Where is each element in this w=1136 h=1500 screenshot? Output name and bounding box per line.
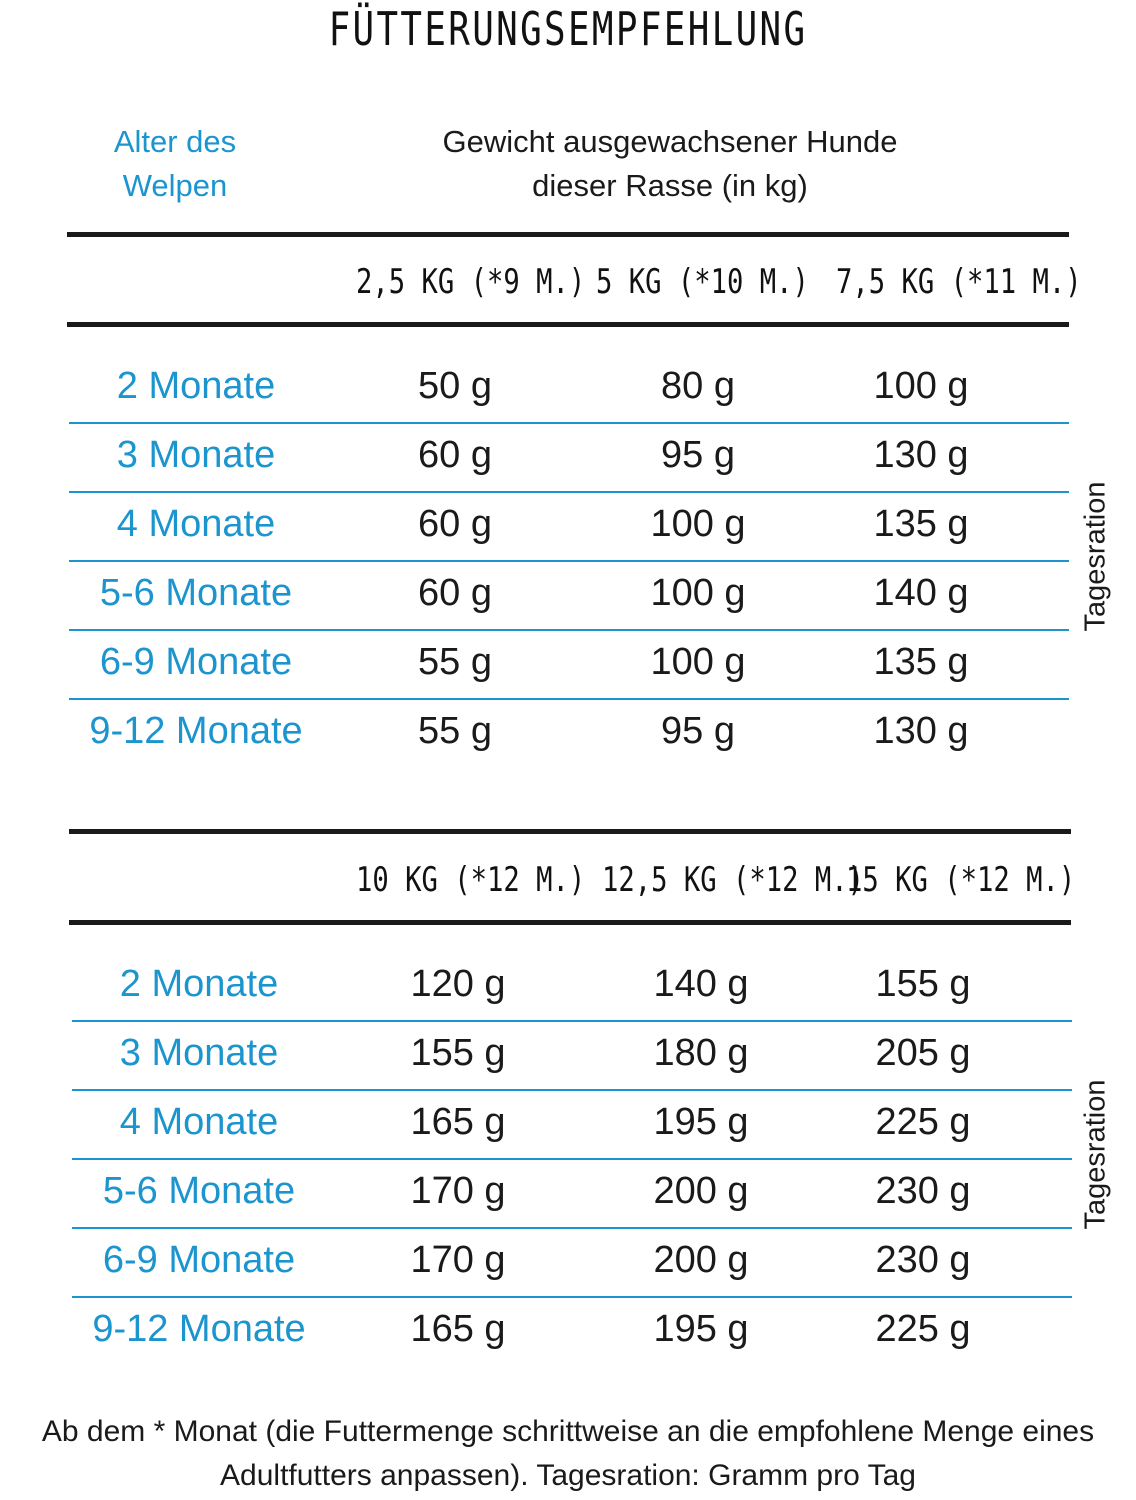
table-cell-value: 60 g [418, 434, 492, 476]
weight-header-line2: dieser Rasse (in kg) [532, 168, 808, 203]
table-cell-value: 60 g [418, 572, 492, 614]
table-cell-value: 195 g [653, 1308, 749, 1350]
table-row-age: 9-12 Monate [92, 1308, 306, 1350]
table-cell-value: 140 g [873, 572, 969, 614]
row-divider [72, 1158, 1072, 1160]
table-row-age: 4 Monate [119, 1101, 279, 1143]
table-cell-value: 55 g [418, 641, 492, 683]
table-row-age: 9-12 Monate [89, 710, 303, 752]
table-cell-value: 130 g [873, 710, 969, 752]
table-2-side-label: Tagesration [1079, 1079, 1112, 1230]
table-cell-value: 130 g [873, 434, 969, 476]
table-row-age: 6-9 Monate [102, 1239, 296, 1281]
row-divider [69, 560, 1069, 562]
table-cell-value: 205 g [875, 1032, 971, 1074]
table-cell-value: 140 g [653, 963, 749, 1005]
table-cell-value: 135 g [873, 641, 969, 683]
table-2-col-3-header: 15 KG (*12 M.) [846, 860, 1076, 900]
row-divider [69, 422, 1069, 424]
age-column-header: Alter des Welpen [113, 124, 237, 203]
table-cell-value: 135 g [873, 503, 969, 545]
table-cell-value: 200 g [653, 1170, 749, 1212]
footnote-line2: Adultfutters anpassen). Tagesration: Gramm pro Tag [220, 1459, 916, 1492]
table-cell-value: 165 g [410, 1101, 506, 1143]
row-divider [72, 1089, 1072, 1091]
row-divider [69, 629, 1069, 631]
table-cell-value: 230 g [875, 1170, 971, 1212]
table-2-header-rule [69, 920, 1071, 925]
table-cell-value: 95 g [661, 710, 735, 752]
table-row-age: 6-9 Monate [99, 641, 293, 683]
table-1-top-rule [67, 232, 1069, 237]
footnote-line1: Ab dem * Monat (die Futtermenge schrittweise an die empfohlene Menge eines [41, 1415, 1095, 1448]
table-row-age: 2 Monate [116, 365, 276, 407]
table-2-col-2-header: 12,5 KG (*12 M.) [602, 860, 865, 900]
table-cell-value: 100 g [650, 572, 746, 614]
table-row-age: 3 Monate [119, 1032, 279, 1074]
table-cell-value: 225 g [875, 1101, 971, 1143]
table-cell-value: 165 g [410, 1308, 506, 1350]
table-1-side-label: Tagesration [1079, 481, 1112, 632]
table-cell-value: 60 g [418, 503, 492, 545]
table-cell-value: 95 g [661, 434, 735, 476]
table-row-age: 2 Monate [119, 963, 279, 1005]
table-cell-value: 100 g [650, 503, 746, 545]
row-divider [69, 698, 1069, 700]
weight-column-header [370, 120, 970, 208]
table-cell-value: 55 g [418, 710, 492, 752]
table-cell-value: 155 g [410, 1032, 506, 1074]
table-cell-value: 230 g [875, 1239, 971, 1281]
table-cell-value: 180 g [653, 1032, 749, 1074]
table-1-col-3-header: 7,5 KG (*11 M.) [836, 262, 1082, 302]
table-2-top-rule [69, 829, 1071, 834]
table-cell-value: 155 g [875, 963, 971, 1005]
row-divider [72, 1296, 1072, 1298]
footnote [0, 1410, 1136, 1498]
table-cell-value: 80 g [661, 365, 735, 407]
table-cell-value: 100 g [873, 365, 969, 407]
table-1-col-2-header: 5 KG (*10 M.) [596, 262, 809, 302]
table-1-col-1-header: 2,5 KG (*9 M.) [356, 262, 586, 302]
table-cell-value: 120 g [410, 963, 506, 1005]
table-2-col-1-header: 10 KG (*12 M.) [356, 860, 586, 900]
table-row-age: 5-6 Monate [99, 572, 293, 614]
row-divider [72, 1020, 1072, 1022]
row-divider [72, 1227, 1072, 1229]
table-cell-value: 170 g [410, 1170, 506, 1212]
table-cell-value: 50 g [418, 365, 492, 407]
table-cell-value: 170 g [410, 1239, 506, 1281]
table-1-header-rule [67, 322, 1069, 327]
table-cell-value: 100 g [650, 641, 746, 683]
row-divider [69, 491, 1069, 493]
table-cell-value: 200 g [653, 1239, 749, 1281]
table-row-age: 3 Monate [116, 434, 276, 476]
table-cell-value: 225 g [875, 1308, 971, 1350]
table-row-age: 4 Monate [116, 503, 276, 545]
page-title: FÜTTERUNGSEMPFEHLUNG [328, 2, 808, 56]
table-cell-value: 195 g [653, 1101, 749, 1143]
weight-header-line1: Gewicht ausgewachsener Hunde [442, 124, 898, 159]
table-row-age: 5-6 Monate [102, 1170, 296, 1212]
